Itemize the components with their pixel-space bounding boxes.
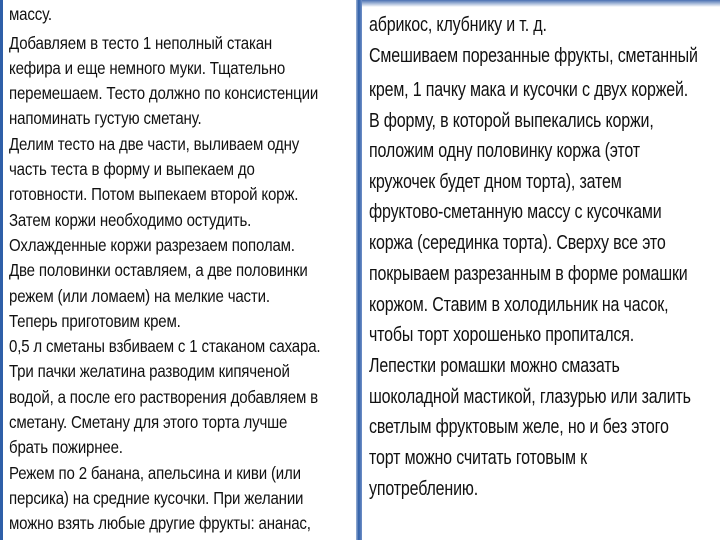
text-line: коржа (серединка торта). Сверху все это	[369, 232, 666, 254]
text-line: Смешиваем порезанные фрукты, сметанный	[369, 45, 698, 67]
column-divider	[356, 0, 362, 540]
text-line: готовности. Потом выпекаем второй корж.	[9, 184, 299, 204]
text-line: напоминать густую сметану.	[9, 108, 202, 128]
left-edge-bar	[0, 0, 3, 540]
text-line: Теперь приготовим крем.	[9, 311, 181, 331]
text-line: водой, а после его растворения добавляем в	[9, 387, 318, 407]
text-line: режем (или ломаем) на мелкие части.	[9, 286, 270, 306]
text-line: Затем коржи необходимо остудить.	[9, 210, 252, 230]
text-line: Три пачки желатина разводим кипяченой	[9, 361, 290, 381]
top-shade	[362, 0, 720, 7]
text-line: брать пожирнее.	[9, 437, 123, 457]
text-line: коржом. Ставим в холодильник на часок,	[369, 294, 669, 316]
text-line: фруктово-сметанную массу с кусочками	[369, 201, 662, 223]
text-line: 0,5 л сметаны взбиваем с 1 стаканом сахара.	[9, 336, 321, 356]
text-line: употреблению.	[369, 478, 478, 500]
text-line: светлым фруктовым желе, но и без этого	[369, 416, 669, 438]
text-line: перемешаем. Тесто должно по консистенции	[9, 83, 319, 103]
text-line: сметану. Сметану для этого торта лучше	[9, 412, 288, 432]
text-line: Режем по 2 банана, апельсина и киви (или	[9, 463, 301, 483]
text-line: Охлажденные коржи разрезаем пополам.	[9, 235, 295, 255]
text-line: персика) на средние кусочки. При желании	[9, 488, 304, 508]
text-line: шоколадной мастикой, глазурью или залить	[369, 386, 691, 408]
text-line: положим одну половинку коржа (этот	[369, 140, 640, 162]
text-line: Делим тесто на две части, выливаем одну	[9, 134, 300, 154]
text-line: Лепестки ромашки можно смазать	[369, 355, 620, 377]
text-line: Две половинки оставляем, а две половинки	[9, 260, 308, 280]
text-line: абрикос, клубнику и т. д.	[369, 14, 547, 36]
text-line: В форму, в которой выпекались коржи,	[369, 110, 654, 132]
text-line: покрываем разрезанным в форме ромашки	[369, 263, 688, 285]
text-line: можно взять любые другие фрукты: ананас,	[9, 513, 311, 533]
text-line: часть теста в форму и выпекаем до	[9, 159, 255, 179]
text-line: массу.	[9, 4, 52, 24]
text-line: крем, 1 пачку мака и кусочки с двух коржей.	[369, 79, 689, 101]
text-line: кружочек будет дном торта), затем	[369, 171, 622, 193]
text-line: торт можно считать готовым к	[369, 447, 587, 469]
text-line: кефира и еще немного муки. Тщательно	[9, 58, 286, 78]
text-line: чтобы торт хорошенько пропитался.	[369, 324, 635, 346]
text-line: Добавляем в тесто 1 неполный стакан	[9, 33, 273, 53]
